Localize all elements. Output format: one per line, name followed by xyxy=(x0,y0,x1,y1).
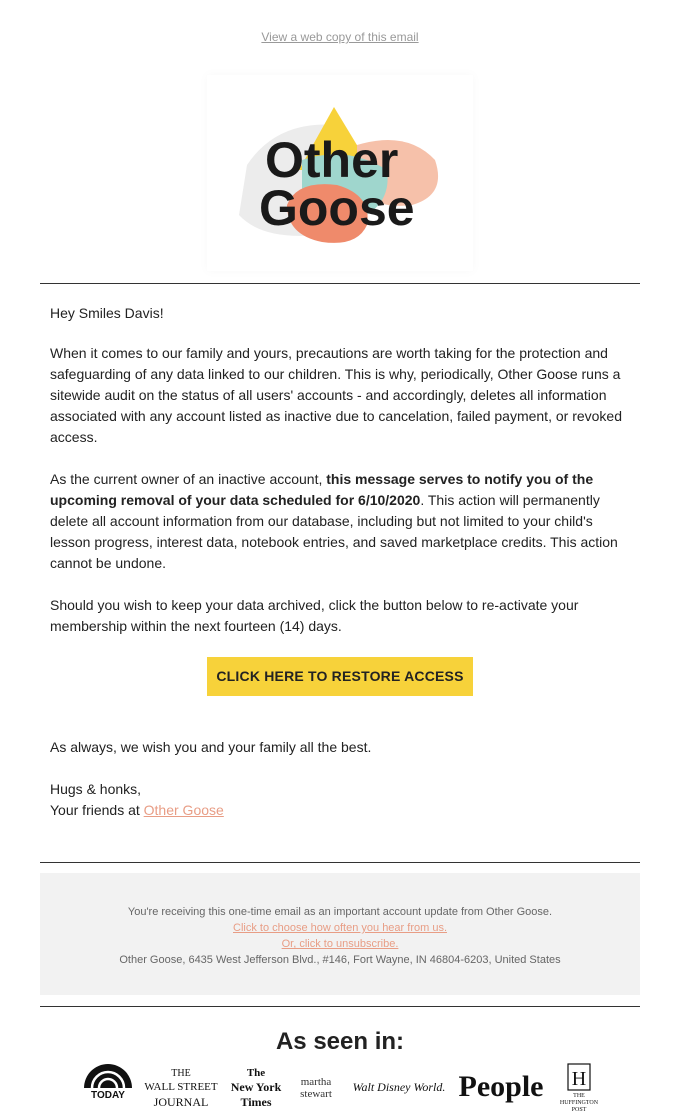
unsubscribe-link[interactable]: Or, click to unsubscribe. xyxy=(281,938,399,950)
footer xyxy=(40,873,640,995)
web-copy-bar xyxy=(0,30,680,44)
divider-bottom xyxy=(40,1006,640,1007)
notice-intro: As the current owner of an inactive account, xyxy=(50,471,327,487)
today-text: TODAY xyxy=(91,1090,125,1101)
view-web-copy-link[interactable]: View a web copy of this email xyxy=(261,30,419,44)
footer-address: Other Goose, 6435 West Jefferson Blvd., #146, Fort Wayne, IN 46804-6203, United States xyxy=(119,954,561,966)
greeting-text: Hey Smiles Davis! xyxy=(50,305,164,321)
greeting xyxy=(50,303,630,324)
disney-world-logo xyxy=(353,1080,446,1094)
other-goose-logo xyxy=(207,75,473,271)
nyt-line2: New York xyxy=(230,1080,282,1094)
paragraph-notice-text xyxy=(50,469,630,574)
paragraph-reactivate xyxy=(50,595,630,637)
email-preferences-link[interactable]: Click to choose how often you hear from us. xyxy=(233,922,447,934)
paragraph-reactivate-text: Should you wish to keep your data archived, click the button below to re-activate your membership within the next fourteen (14) days. xyxy=(50,597,579,634)
restore-access-button[interactable]: CLICK HERE TO RESTORE ACCESS xyxy=(207,657,473,696)
huffington-post-logo xyxy=(560,1064,599,1112)
press-logos xyxy=(80,1060,610,1112)
huff-line1: THE xyxy=(573,1093,585,1099)
people-text: People xyxy=(458,1070,544,1103)
disney-text: Walt Disney World. xyxy=(352,1080,446,1094)
huff-line2: HUFFINGTON xyxy=(559,1100,599,1106)
notice-bold: this message serves to notify you of the upcoming removal of your data scheduled for 6/10/2020 xyxy=(50,471,594,508)
friends-prefix: Your friends at xyxy=(50,802,144,818)
martha-stewart-logo xyxy=(300,1076,332,1100)
huff-line3: POST xyxy=(571,1107,587,1112)
footer-reason: You're receiving this one-time email as an important account update from Other Goose. xyxy=(127,906,553,918)
huff-h: H xyxy=(571,1068,587,1090)
divider-top xyxy=(40,283,640,284)
closing-text: As always, we wish you and your family all the best. xyxy=(50,739,372,755)
paragraph-audit-text: When it comes to our family and yours, precautions are worth taking for the protection and safeguarding of any data linked to our children. This is why, periodically, Other Goose runs a sitewide audit on the status of all users' accounts - and accordingly, deletes all information associated with any account listed as inactive due to cancelation, failed payment, or revoked access. xyxy=(50,345,622,445)
signature xyxy=(50,779,630,821)
nyt-line1: The xyxy=(246,1067,266,1079)
nyt-logo xyxy=(231,1067,282,1109)
signoff-text: Hugs & honks, xyxy=(50,781,142,797)
wsj-line2: WALL STREET xyxy=(144,1081,218,1093)
as-seen-in-heading: As seen in: xyxy=(275,1028,405,1055)
notice-rest: . This action will permanently delete all account information from our database, including but not limited to your child's lesson progress, interest data, notebook entries, and saved marketplace credits. This action cannot be undone. xyxy=(50,492,618,571)
divider-middle xyxy=(40,862,640,863)
today-logo xyxy=(84,1064,132,1101)
other-goose-link[interactable]: Other Goose xyxy=(143,802,224,818)
paragraph-audit xyxy=(50,343,630,448)
logo-text-goose: Goose xyxy=(259,180,415,236)
martha-line2: stewart xyxy=(300,1088,332,1100)
nyt-line3: Times xyxy=(240,1095,272,1109)
wsj-line3: JOURNAL xyxy=(153,1095,209,1109)
closing xyxy=(50,737,630,758)
wsj-line1: THE xyxy=(171,1068,191,1079)
martha-line1: martha xyxy=(300,1076,332,1088)
wsj-logo xyxy=(144,1068,217,1109)
people-logo xyxy=(459,1070,544,1103)
paragraph-notice xyxy=(50,469,630,574)
logo-text-other: Other xyxy=(265,132,399,188)
friends-line xyxy=(50,800,630,821)
